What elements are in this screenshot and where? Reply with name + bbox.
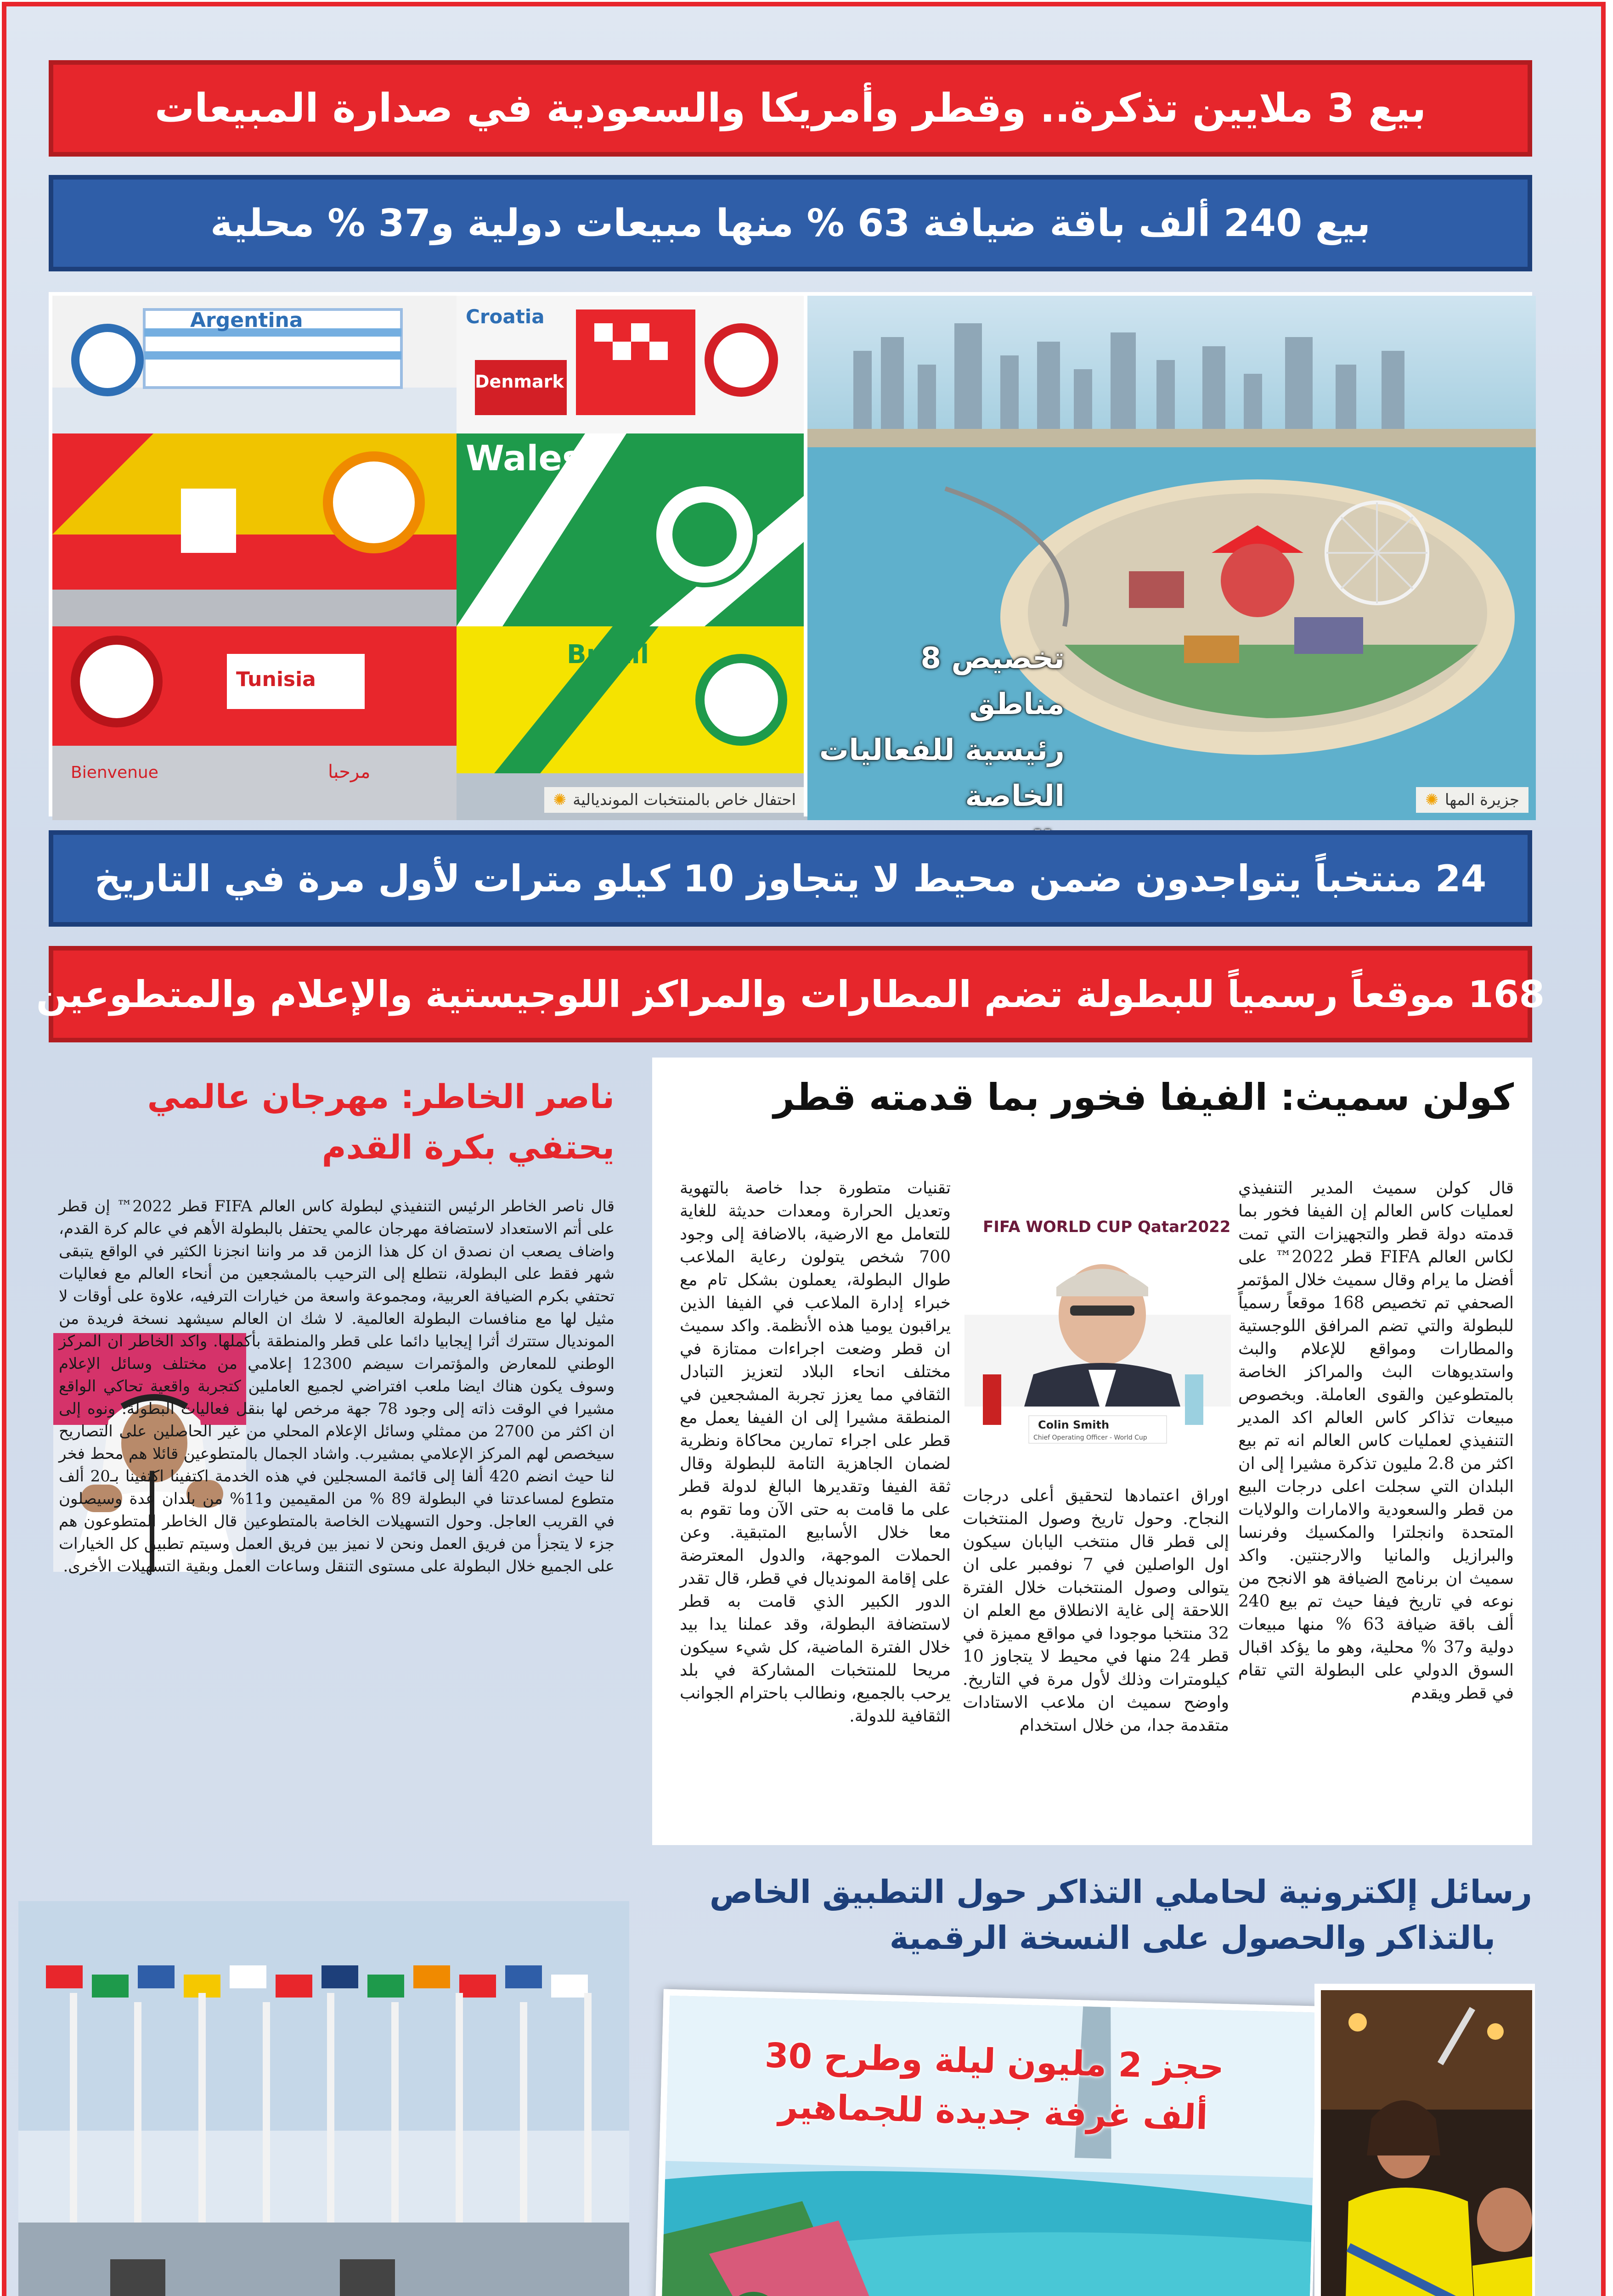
speaker-press-graphic (964, 1177, 1231, 1471)
colin-smith-column-left: تقنيات متطورة جدا خاصة بالتهوية وتعديل الحرارة ومعدات حديثة للغاية للتعامل مع الارضية، بالاضافة إلى وجود 700 شخص يتولون رعاية الملاعب طوال البطولة، يعملون بشكل تام مع خبراء إدارة الملاعب في الفيفا الذين يراقبون يوميا هذه الأنظمة. واكد سميث ان قطر وضعت اجراءات ممتازة في مختلف انحاء البلاد لتعزيز التبادل الثقافي مما يعزز تجربة المشجعين في المنطقة مشيرا إلى ان الفيفا يعمل مع قطر على اجراء تمارين محاكاة ونظرية لضمان الجاهزية التامة للبطولة وقال ثقة الفيفا وتقديرها البالغ لدولة قطر على ما قامت به حتى الآن وما تقوم به معا خلال الأسابيع المتبقية. وعن الحملات الموجهة، والدول المعترضة على إقامة المونديال في قطر، قال تقدر الدور الكبير الذي قامت به قطر لاستضافة البطولة، وقد عملنا يدا بيد خلال الفترة الماضية، كل شيء سيكون مريحا للمنتخبات المشاركة في بلد يرحب بالجميع، ونطالب باحترام الجوانب الثقافية للدولة. (680, 1179, 951, 1726)
water-bottle (1185, 1374, 1203, 1425)
al-khater-headline-line-2: يحتفي بكرة القدم (321, 1128, 615, 1166)
headline-tickets-text: بيع 3 ملايين تذكرة.. وقطر وأمريكا والسعودية في صدارة المبيعات (154, 85, 1427, 131)
villages-collage-graphic (52, 296, 812, 820)
al-khater-body: قال ناصر الخاطر الرئيس التنفيذي لبطولة كاس العالم FIFA قطر 2022™ إن قطر على أتم الاستعداد لاستضافة مهرجان عالمي يحتفل بالبطولة الأهم في عالم كرة القدم، واضاف يصعب ان نصدق ان كل هذا الزمن قد مر واننا انجزنا الكثير في الواقع يتبقى شهر فقط على البطولة، نتطلع إلى الترحيب بالمشجعين من أنحاء العالم مع فعاليات تحتفي بكرم الضيافة العربية، ومجموعة واسعة من خيارات الترفيه، علاوة على أوقات لا مثيل لها مع منافسات البطولة العالمية. لا شك ان العالم سيشهد نسخة فريدة من المونديال ستترك أثرا إيجابيا دائما على قطر والمنطقة بأكملها. واكد الخاطر ان المركز الوطني للمعارض والمؤتمرات سيضم 12300 إعلامي من مختلف وسائل الإعلام وسوف يكون هناك ايضا ملعب افتراضي لجميع العاملين كتجربة واقعية تحاكي الواقع مشيرا في الوقت ذاته إلى وجود 78 جهة مرخص لها بنقل فعاليات البطولة. ونوه إلى ان اكثر من 2700 من ممثلي وسائل الإعلام المحلي من غير الحاصلين على التصاريح سيخصص لهم المركز الإعلامي بمشيرب. واشاد الجمال بالمتطوعين قائلا هم محط فخر لنا حيث انضم 420 ألفا إلى قائمة المسجلين في هذه الخدمة اكتفينا اكتفينا بـ20 ألف متطوع لمساعدتنا في البطولة 89 % من المقيمين و11% من بلدان عدة وسيصلون في القريب العاجل. وحول التسهيلات الخاصة بالمتطوعين قال الخاطر المتطوعون هم جزء لا يتجزأ من فريق العمل ونحن لا نميز بين فريق العمل وسيتم تطبيق كل الخيارات على الجميع خلال البطولة على مستوى التنقل وساعات العمل وبقية التسهيلات الأخرى. (59, 1197, 615, 1576)
headline-teams-text: 24 منتخباً يتواجدون ضمن محيط لا يتجاوز 10 كيلو مترات لأول مرة في التاريخ (94, 857, 1487, 900)
island-overlay-line-2: رئيسية للفعاليات (819, 733, 1065, 767)
headline-banner-teams (49, 830, 1532, 927)
speaker-nameplate: Colin Smith (1038, 1418, 1110, 1431)
flags-plaza-graphic (18, 1901, 629, 2296)
hotel-headline-line-1: حجز 2 مليون ليلة وطرح 30 (764, 2036, 1224, 2088)
drummers-graphic (1321, 1990, 1532, 2296)
colin-smith-headline: كولن سميث: الفيفا فخور بما قدمته قطر (773, 1076, 1514, 1119)
drink-bottle (983, 1374, 1001, 1425)
speaker-role: Chief Operating Officer - World Cup (1033, 1434, 1147, 1441)
headline-banner-sites (36, 946, 1545, 1042)
hotel-rooms-photo (650, 1989, 1320, 2296)
headline-banner-tickets (49, 60, 1532, 157)
wales-sign: Wales (466, 438, 583, 478)
argentina-sign: Argentina (190, 309, 303, 332)
consular-center-photo (18, 1901, 629, 2296)
colin-smith-column-right: قال كولن سميث المدير التنفيذي لعمليات كاس العالم إن الفيفا فخور بما قدمته دولة قطر والتجهيزات التي تمت لكاس العالم FIFA قطر 2022™ على أفضل ما يرام وقال سميث خلال المؤتمر الصحفي تم تخصيص 168 موقعاً رسمياً للبطولة والتي تضم المرافق اللوجستية والمطارات ومواقع للإعلام والبث واستديوهات البث والمراكز الخاصة بالمتطوعين والقوى العاملة. وبخصوص مبيعات تذاكر كاس العالم اكد المدير التنفيذي لعمليات كاس العالم انه تم بيع اكثر من 2.8 مليون تذكرة مشيرا إلى ان البلدان التي سجلت اعلى درجات البيع من قطر والسعودية والامارات والولايات المتحدة وانجلترا والمكسيك وفرنسا والبرازيل والمانيا والارجنتين. واكد سميث ان برنامج الضيافة هو الانجح من نوعه في تاريخ فيفا حيث تم بيع 240 ألف باقة ضيافة 63 % منها مبيعات دولية و37 % محلية، وهو ما يؤكد اقبال السوق الدولي على البطولة التي تقام في قطر ويقدم (1238, 1179, 1514, 1703)
hotel-headline-line-2: ألف غرفة جديدة للجماهير (778, 2087, 1208, 2138)
al-khater-article (49, 1058, 628, 1609)
bienvenue-sign: Bienvenue (71, 763, 158, 782)
tickets-headline-line-2: بالتذاكر والحصول على النسخة الرقمية (889, 1919, 1495, 1957)
al-khater-headline (63, 1071, 615, 1172)
brazil-sign: Brazil (567, 640, 649, 670)
tunisia-sign: Tunisia (236, 668, 316, 691)
team-villages-photo (49, 292, 809, 816)
tickets-headline-line-1: رسائل إلكترونية لحاملي التذاكر حول التطبيق الخاص (709, 1873, 1532, 1911)
al-maha-island-photo (804, 292, 1532, 816)
headline-hospitality-text: بيع 240 ألف باقة ضيافة 63 % منها مبيعات دولية و37 % محلية (210, 201, 1370, 245)
croatia-sign: Croatia (466, 305, 545, 328)
colin-smith-photo (964, 1177, 1231, 1471)
al-khater-headline-line-1: ناصر الخاطر: مهرجان عالمي (147, 1077, 615, 1116)
newspaper-logo-icon: ✺ (553, 791, 567, 809)
hotel-overlay-headline (722, 2029, 1266, 2144)
denmark-sign: Denmark (475, 371, 564, 392)
headline-sites-text: 168 موقعاً رسمياً للبطولة تضم المطارات والمراكز اللوجيستية والإعلام والمتطوعين (36, 973, 1545, 1016)
island-caption (1416, 787, 1528, 813)
island-overlay-line-1: تخصيص 8 مناطق (920, 642, 1065, 721)
village-hall-red (52, 433, 457, 626)
village-croatia (457, 296, 812, 433)
island-overlay-line-3: الخاصة (965, 779, 1065, 813)
tickets-app-headline (657, 1869, 1532, 1961)
fans-celebration-photo (1314, 1984, 1535, 2296)
villages-caption (544, 787, 805, 813)
stage-text: FIFA WORLD CUP Qatar2022 (983, 1218, 1231, 1236)
newspaper-logo-icon: ✺ (1425, 791, 1438, 809)
island-caption-text: جزيرة المها (1444, 791, 1519, 809)
marhaba-sign: مرحبا (328, 761, 371, 782)
village-wales (457, 433, 812, 626)
colin-smith-column-middle: اوراق اعتمادها لتحقيق أعلى درجات النجاح. وحول تاريخ وصول المنتخبات إلى قطر قال منتخب اليابان سيكون اول الواصلين في 7 نوفمبر على ان يتوالى وصول المنتخبات خلال الفترة اللاحقة إلى غاية الانطلاق مع العلم ان 32 منتخبا موجودا في مواقع مميزة في قطر 24 منها في محيط لا يتجاوز 10 كيلومترات وذلك لأول مرة في التاريخ. واوضح سميث ان ملاعب الاستادات متقدمة جدا، من خلال استخدام (963, 1486, 1229, 1735)
village-tunisia (52, 626, 457, 820)
colin-smith-article (652, 1058, 1532, 1845)
headline-banner-hospitality (49, 175, 1532, 271)
village-argentina (52, 296, 457, 433)
villages-caption-text: احتفال خاص بالمنتخبات المونديالية (573, 791, 796, 809)
